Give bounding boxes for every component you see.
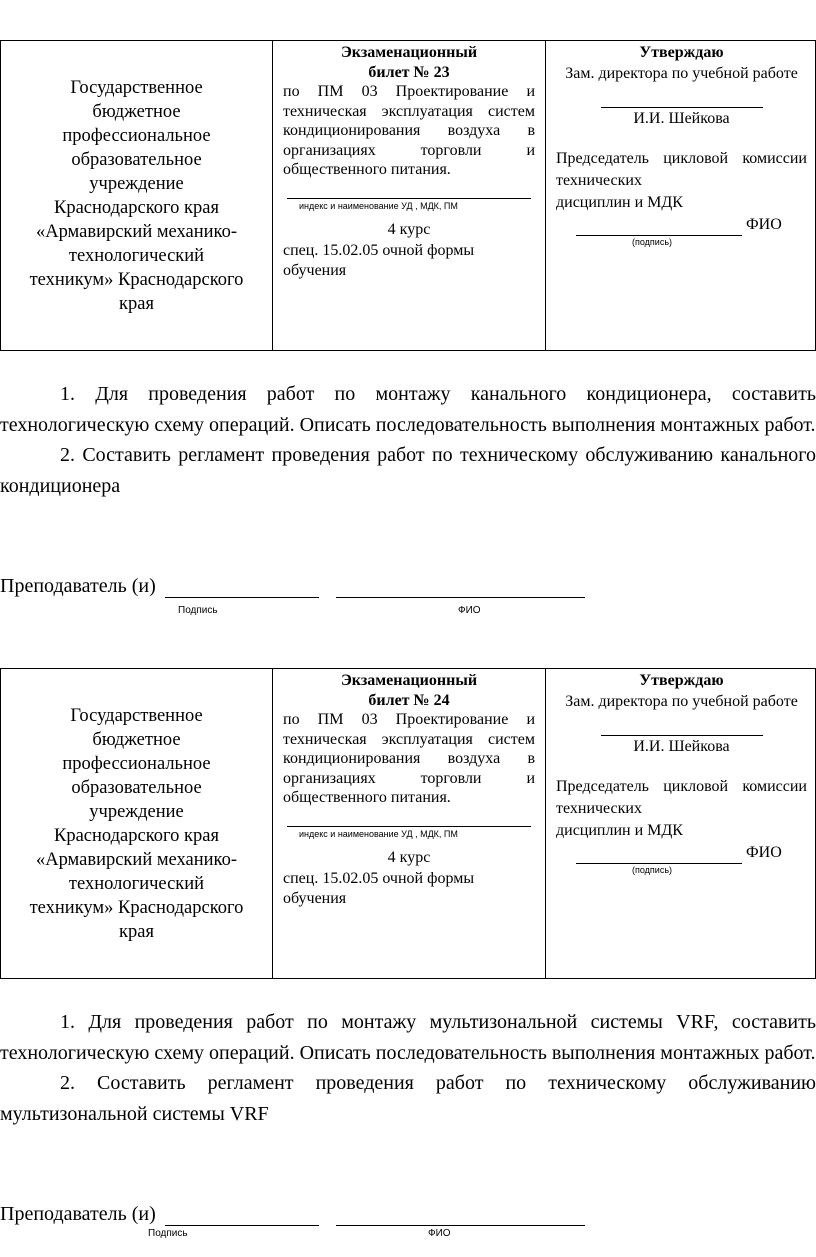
institution-line: бюджетное — [92, 729, 181, 750]
institution-line: Государственное — [70, 77, 203, 98]
module-text: по ПМ 03 Проектирование и техническая эксплуатация систем кондиционирования воздуха в организациях торговли и общественного питания. — [283, 83, 535, 178]
chair-fio: ФИО — [746, 844, 782, 861]
course: 4 курс — [387, 220, 431, 238]
chair-fio: ФИО — [746, 216, 782, 233]
deputy-name: И.И. Шейкова — [633, 738, 730, 755]
institution-line: образовательное — [71, 777, 202, 798]
teacher-signature-line — [165, 577, 319, 598]
institution-line: бюджетное — [92, 101, 181, 122]
teacher-signature-line — [165, 1205, 319, 1226]
institution-line: «Армавирский механико- — [35, 221, 238, 242]
task-2: 2. Составить регламент проведения работ по техническому обслуживанию канального кондиционера — [0, 444, 816, 497]
chair-signature-row — [556, 842, 807, 864]
specialty: спец. 15.02.05 очной формы обучения — [283, 870, 475, 907]
ticket-info-cell — [273, 41, 546, 351]
task-1: 1. Для проведения работ по монтажу канального кондиционера, составить технологическую схему операций. Описать последовательность выполнения монтажных работ. — [0, 383, 816, 436]
deputy-signature-line — [601, 713, 763, 736]
teacher-label: Преподаватель (и) — [0, 1203, 156, 1225]
ticket-number: билет № 23 — [368, 63, 450, 81]
ticket-info-cell — [273, 669, 546, 979]
chair-title-last: дисциплин и МДК — [556, 822, 683, 839]
institution-line: профессиональное — [62, 753, 211, 774]
institution-line: образовательное — [71, 149, 202, 170]
task-2: 2. Составить регламент проведения работ по техническому обслуживанию мультизональной системы VRF — [0, 1072, 816, 1125]
task-1: 1. Для проведения работ по монтажу мультизональной системы VRF, составить технологическую схему операций. Описать последовательность выполнения монтажных работ. — [0, 1011, 816, 1064]
institution-line: техникум» Краснодарского — [29, 269, 244, 290]
ticket-title: Экзаменационный — [340, 672, 478, 689]
teacher-fio-caption: ФИО — [428, 1228, 451, 1239]
institution-line: технологический — [68, 245, 205, 266]
institution-line: технологический — [68, 873, 205, 894]
chair-title: Председатель цикловой комиссии технических — [556, 778, 807, 817]
institution-line: учреждение — [89, 801, 184, 822]
teacher-fio-line — [336, 1205, 585, 1226]
module-text: по ПМ 03 Проектирование и техническая эксплуатация систем кондиционирования воздуха в организациях торговли и общественного питания. — [283, 711, 535, 806]
module-caption: индекс и наименование УД , МДК, ПМ — [299, 200, 458, 211]
chair-signature-line — [576, 845, 742, 864]
signature-caption: (подпись) — [632, 237, 673, 247]
approval-cell — [546, 41, 816, 351]
module-caption: индекс и наименование УД , МДК, ПМ — [299, 828, 458, 839]
signature-caption: (подпись) — [632, 865, 673, 875]
institution-line: Государственное — [70, 705, 203, 726]
module-line — [287, 808, 531, 827]
deputy-title: Зам. директора по учебной работе — [565, 65, 798, 82]
course: 4 курс — [387, 848, 431, 866]
chair-signature-row — [556, 214, 807, 236]
teacher-sign-caption: Подпись — [148, 1228, 188, 1239]
approve-title: Утверждаю — [639, 44, 724, 61]
ticket-title: Экзаменационный — [340, 44, 478, 61]
specialty: спец. 15.02.05 очной формы обучения — [283, 242, 475, 279]
institution-line: учреждение — [89, 173, 184, 194]
chair-title-last: дисциплин и МДК — [556, 194, 683, 211]
ticket-header-table — [0, 40, 816, 351]
ticket-header-table — [0, 668, 816, 979]
ticket-number: билет № 24 — [368, 691, 450, 709]
institution-line: «Армавирский механико- — [35, 849, 238, 870]
approve-title: Утверждаю — [639, 672, 724, 689]
institution-line: края — [119, 293, 154, 314]
task-list — [0, 1007, 816, 1129]
chair-signature-line — [576, 217, 742, 236]
institution-line: техникум» Краснодарского — [29, 897, 244, 918]
module-line — [287, 180, 531, 199]
chair-title: Председатель цикловой комиссии технических — [556, 150, 807, 189]
institution-line: профессиональное — [62, 125, 211, 146]
institution-line: Краснодарского края — [54, 197, 219, 218]
teacher-fio-caption: ФИО — [458, 605, 481, 616]
approval-cell — [546, 669, 816, 979]
teacher-fio-line — [336, 577, 585, 598]
teacher-sign-caption: Подпись — [178, 605, 218, 616]
institution-line: края — [119, 921, 154, 942]
teacher-signature-row — [0, 1202, 585, 1226]
deputy-title: Зам. директора по учебной работе — [565, 693, 798, 710]
institution-line: Краснодарского края — [54, 825, 219, 846]
deputy-name: И.И. Шейкова — [633, 110, 730, 127]
teacher-label: Преподаватель (и) — [0, 575, 156, 597]
task-list — [0, 379, 816, 501]
institution-cell — [1, 669, 273, 979]
institution-cell — [1, 41, 273, 351]
teacher-signature-row — [0, 574, 585, 598]
deputy-signature-line — [601, 85, 763, 108]
